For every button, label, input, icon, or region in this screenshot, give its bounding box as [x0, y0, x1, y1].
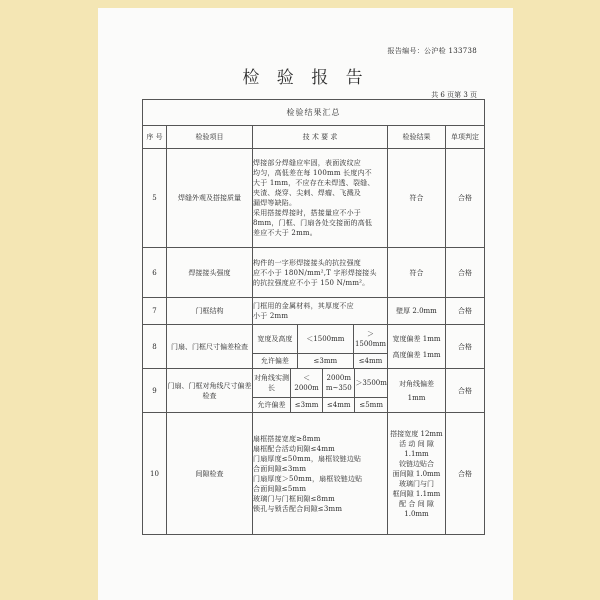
header-result: 检验结果	[388, 126, 446, 149]
grid-label: 对角线实测长	[253, 369, 291, 397]
row-result: 符合	[388, 248, 446, 298]
row-result	[388, 325, 446, 369]
grid-cell: 2000m m~350	[323, 369, 355, 397]
table-row	[143, 325, 485, 369]
table-header-row	[143, 126, 485, 149]
result-line: 对角线偏差	[399, 379, 434, 388]
row-verdict: 合格	[446, 298, 485, 325]
size-tolerance-grid	[253, 325, 387, 368]
requirement-line: 门扇厚度＞50mm，扇框铰链边贴	[253, 474, 363, 483]
page-info: 共 6 页第 3 页	[431, 91, 477, 99]
requirement-line: 夹渣、烧穿、尖刺、焊瘤、飞溅及	[253, 189, 361, 197]
row-verdict: 合格	[446, 369, 485, 413]
requirement-line: 漏焊等缺陷。	[253, 199, 297, 207]
result-line: 框间隙 1.1mm	[392, 489, 441, 498]
table-row	[143, 413, 485, 535]
requirement-line: 应不小于 180N/mm²,T 字形焊接接头	[253, 268, 377, 277]
requirement-line: 门扇厚度≤50mm，扇框铰链边贴	[253, 454, 362, 463]
result-line: 1.0mm	[404, 509, 429, 518]
row-no: 10	[143, 413, 167, 535]
table-row	[143, 369, 485, 413]
row-requirement-grid	[253, 369, 388, 413]
result-line: 玻璃门与门	[399, 479, 434, 488]
grid-cell: ＞1500mm	[353, 325, 387, 353]
grid-label: 宽度及高度	[253, 325, 297, 353]
report-page	[98, 8, 513, 600]
row-result	[388, 369, 446, 413]
result-line: 1.1mm	[404, 449, 429, 458]
requirement-line: 的抗拉强度应不小于 150 N/mm²。	[253, 278, 370, 287]
header-item: 检验项目	[167, 126, 253, 149]
row-verdict: 合格	[446, 413, 485, 535]
requirement-line: 门框用的金属材料，其厚度不应	[253, 302, 354, 310]
requirement-line: 差应不大于 2mm。	[253, 229, 317, 237]
row-no: 7	[143, 298, 167, 325]
requirement-line: 采用搭接焊接时，搭接量应不小于	[253, 209, 361, 217]
requirement-line: 合面间隙≤5mm	[253, 484, 307, 493]
row-item: 门扇、门框尺寸偏差检查	[167, 325, 253, 369]
requirement-line: 锁孔与锁舌配合间隙≤3mm	[253, 504, 343, 513]
row-item: 焊接接头强度	[167, 248, 253, 298]
requirement-line: 扇框搭接宽度≥8mm	[253, 434, 321, 443]
row-verdict: 合格	[446, 248, 485, 298]
header-requirement: 技 术 要 求	[253, 126, 388, 149]
row-no: 5	[143, 149, 167, 248]
row-no: 8	[143, 325, 167, 369]
row-requirement	[253, 248, 388, 298]
grid-cell: ≤3mm	[297, 353, 353, 368]
requirement-line: 焊接部分焊缝应牢固，表面波纹应	[253, 159, 361, 167]
row-verdict: 合格	[446, 325, 485, 369]
report-number: 报告编号：公沪检 133738	[387, 47, 477, 55]
requirement-line: 小于 2mm	[253, 312, 289, 320]
requirement-line: 玻璃门与门框间隙≤8mm	[253, 494, 335, 503]
page-title: 检 验 报 告	[242, 68, 369, 88]
grid-cell: ＜1500mm	[297, 325, 353, 353]
row-result	[388, 413, 446, 535]
row-result: 符合	[388, 149, 446, 248]
grid-cell: ＜2000m	[291, 369, 323, 397]
result-line: 宽度偏差 1mm	[392, 334, 441, 343]
result-line: 高度偏差 1mm	[392, 350, 441, 359]
header-verdict: 单项判定	[446, 126, 485, 149]
requirement-line: 合面间隙≤3mm	[253, 464, 307, 473]
header-no: 序 号	[143, 126, 167, 149]
row-item: 焊缝外观及搭接质量	[167, 149, 253, 248]
grid-cell: ≤3mm	[291, 397, 323, 412]
table-caption: 检验结果汇总	[143, 100, 485, 126]
results-table	[142, 99, 485, 535]
grid-label: 允许偏差	[253, 353, 297, 368]
table-row	[143, 149, 485, 248]
requirement-line: 均匀，高低差在每 100mm 长度内不	[253, 169, 372, 177]
requirement-line: 构件的一字形焊接接头的抗拉强度	[253, 258, 361, 267]
requirement-line: 扇框配合活动间隙≤4mm	[253, 444, 335, 453]
result-line: 铰链边贴合	[399, 459, 434, 468]
row-verdict: 合格	[446, 149, 485, 248]
grid-cell: ≤5mm	[355, 397, 387, 412]
requirement-line: 8mm，门框、门扇各处交接面的高低	[253, 219, 373, 227]
row-result: 壁厚 2.0mm	[388, 298, 446, 325]
table-row	[143, 298, 485, 325]
row-requirement	[253, 149, 388, 248]
result-line: 配 合 间 隙	[399, 499, 434, 508]
grid-cell: ＞3500m	[355, 369, 387, 397]
row-item: 间隙检查	[167, 413, 253, 535]
result-line: 搭接宽度 12mm	[390, 429, 443, 438]
grid-cell: ≤4mm	[353, 353, 387, 368]
row-no: 6	[143, 248, 167, 298]
grid-label: 允许偏差	[253, 397, 291, 412]
grid-cell: ≤4mm	[323, 397, 355, 412]
result-line: 活 动 间 隙	[399, 439, 434, 448]
result-line: 面间隙 1.0mm	[392, 469, 441, 478]
result-line: 1mm	[407, 393, 426, 402]
row-requirement	[253, 298, 388, 325]
row-requirement	[253, 413, 388, 535]
diagonal-tolerance-grid	[253, 369, 387, 412]
requirement-line: 大于 1mm，不应存在未焊透、裂缝、	[253, 179, 375, 187]
row-item: 门扇、门框对角线尺寸偏差检查	[167, 369, 253, 413]
table-row	[143, 248, 485, 298]
row-no: 9	[143, 369, 167, 413]
row-requirement-grid	[253, 325, 388, 369]
row-item: 门框结构	[167, 298, 253, 325]
